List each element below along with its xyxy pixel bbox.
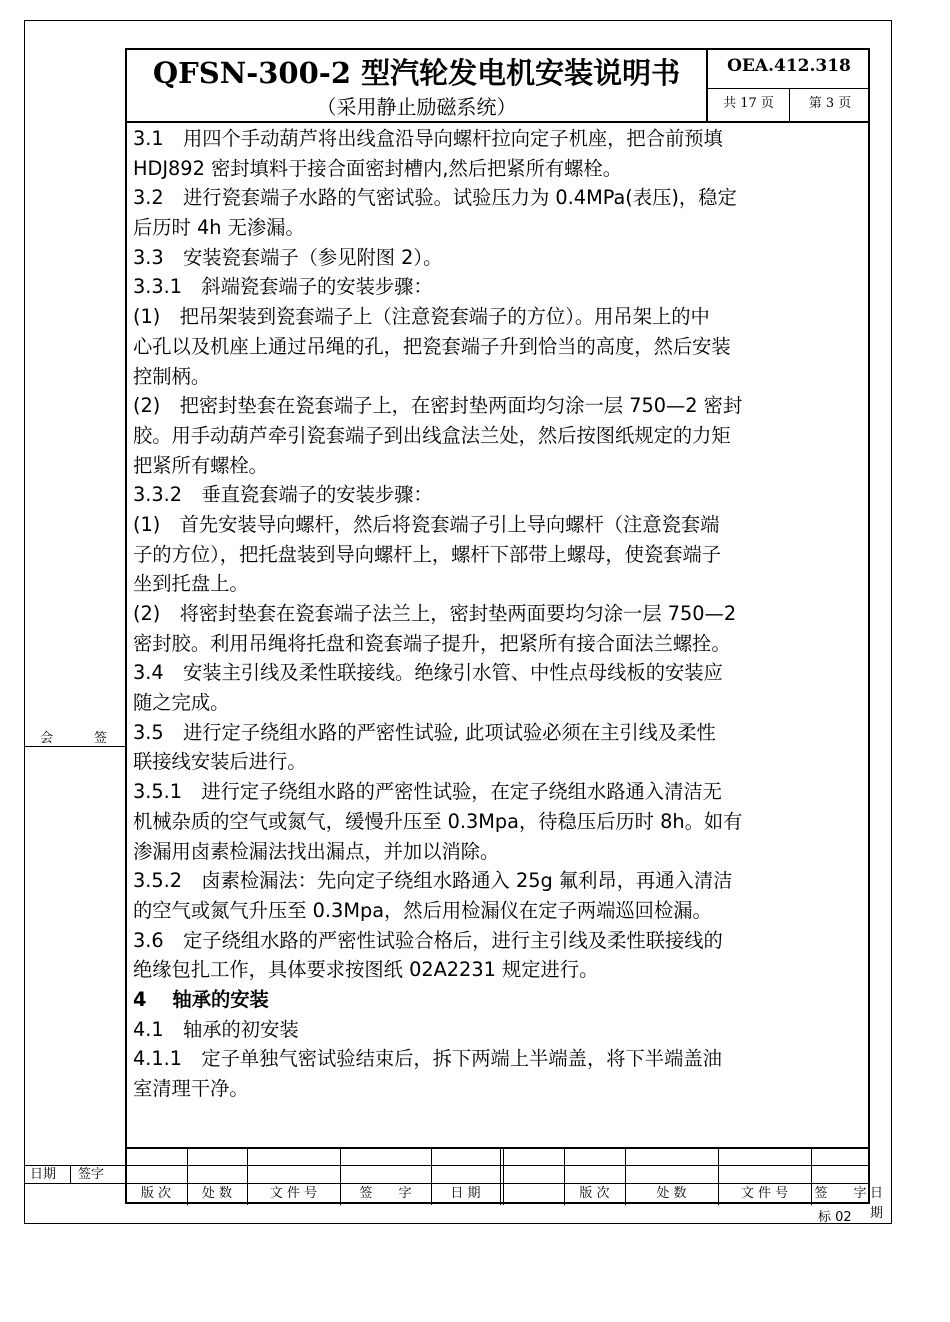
body-line: 3.4 安装主引线及柔性联接线。绝缘引水管、中性点母线板的安装应 [133,661,723,685]
body-line: (2) 将密封垫套在瓷套端子法兰上，密封垫两面要均匀涂一层 750—2 [133,602,737,625]
revision-column-header: 处 数 [656,1186,687,1201]
body-line: (1) 把吊架装到瓷套端子上（注意瓷套端子的方位）。用吊架上的中 [133,305,710,329]
body-line: (1) 首先安装导向螺杆，然后将瓷套端子引上导向螺杆（注意瓷套端 [133,512,720,536]
document-number: OEA.412.318 [727,56,851,76]
revision-column-header: 日 期 [450,1186,481,1201]
body-line: 3.3 安装瓷套端子（参见附图 2）。 [133,245,443,269]
body-line: 心孔以及机座上通过吊绳的孔，把瓷套端子升到恰当的高度，然后安装 [133,334,731,358]
body-line: 3.3.1 斜端瓷套端子的安装步骤： [133,275,433,299]
footer-row-rule-1 [125,1165,870,1166]
standard-mark: 标 02 [818,1210,852,1225]
body-line: 控制柄。 [133,364,211,388]
countersign-label-1: 会 [40,731,54,746]
countersign-label-2: 签 [94,731,108,746]
revision-column-header: 文 件 号 [269,1186,318,1201]
body-line: 密封胶。利用吊绳将托盘和瓷套端子提升，把紧所有接合面法兰螺拴。 [133,631,731,655]
body-line: 胶。用手动葫芦牵引瓷套端子到出线盒法兰处，然后按图纸规定的力矩 [133,423,731,447]
document-title: QFSN-300-2 型汽轮发电机安装说明书 [152,56,681,90]
current-page: 第 3 页 [808,96,852,111]
body-line: 4.1.1 定子单独气密试验结束后，拆下两端上半端盖，将下半端盖油 [133,1047,722,1071]
body-line: HDJ892 密封填料于接合面密封槽内,然后把紧所有螺栓。 [133,156,622,180]
body-line: 机械杂质的空气或氮气，缓慢升压至 0.3Mpa，待稳压后历时 8h。如有 [133,809,743,833]
body-line: 联接线安装后进行。 [133,750,307,774]
header-bottom-rule [125,121,870,123]
revision-column-header: 版 次 [140,1186,172,1201]
body-line: (2) 把密封垫套在瓷套端子上，在密封垫两面均匀涂一层 750—2 密封 [133,394,743,418]
revision-column-header: 签 字 [814,1186,867,1201]
footer-top-rule [125,1147,870,1149]
body-line: 3.1 用四个手动葫芦将出线盒沿导向螺杆拉向定子机座，把合前预填 [133,127,723,150]
footer-left-rule [24,1165,125,1166]
document-subtitle: （采用静止励磁系统） [316,95,517,119]
revision-column-header: 版 次 [579,1186,610,1201]
body-line: 3.6 定子绕组水路的严密性试验合格后，进行主引线及柔性联接线的 [133,928,723,952]
body-line: 后历时 4h 无渗漏。 [133,216,305,240]
body-line: 3.3.2 垂直瓷套端子的安装步骤： [133,483,433,507]
body-line: 渗漏用卤素检漏法找出漏点，并加以消除。 [133,839,500,863]
total-pages: 共 17 页 [723,96,774,111]
body-line: 3.5.2 卤素检漏法：先向定子绕组水路通入 25g 氟利昂，再通入清洁 [133,869,733,893]
body-line: 3.5 进行定子绕组水路的严密性试验, 此项试验必须在主引线及柔性 [133,720,716,744]
document-body [133,124,868,1104]
body-line: 4 轴承的安装 [133,987,269,1011]
body-line: 把紧所有螺栓。 [133,453,268,477]
body-line: 坐到托盘上。 [133,572,249,596]
body-line: 室清理干净。 [133,1077,249,1100]
revision-column-header: 签 字 [359,1186,412,1201]
body-line: 3.5.1 进行定子绕组水路的严密性试验，在定子绕组水路通入清洁无 [133,780,722,804]
sign-label: 签字 [78,1167,105,1182]
revision-column-header: 处 数 [201,1186,233,1201]
body-line: 3.2 进行瓷套端子水路的气密试验。试验压力为 0.4MPa(表压)，稳定 [133,186,737,210]
body-line: 绝缘包扎工作，具体要求按图纸 02A2231 规定进行。 [133,958,599,982]
revision-column-header: 文 件 号 [740,1186,789,1201]
footer-left-divider [70,1165,71,1183]
date-label: 日期 [30,1167,57,1182]
footer-center-divider [500,1147,504,1205]
body-line: 子的方位），把托盘装到导向螺杆上，螺杆下部带上螺母，使瓷套端子 [133,542,722,566]
body-line: 的空气或氮气升压至 0.3Mpa，然后用检漏仪在定子两端巡回检漏。 [133,898,712,922]
countersign-rule [24,746,125,747]
body-line: 4.1 轴承的初安装 [133,1017,299,1041]
body-line: 随之完成。 [133,691,230,715]
